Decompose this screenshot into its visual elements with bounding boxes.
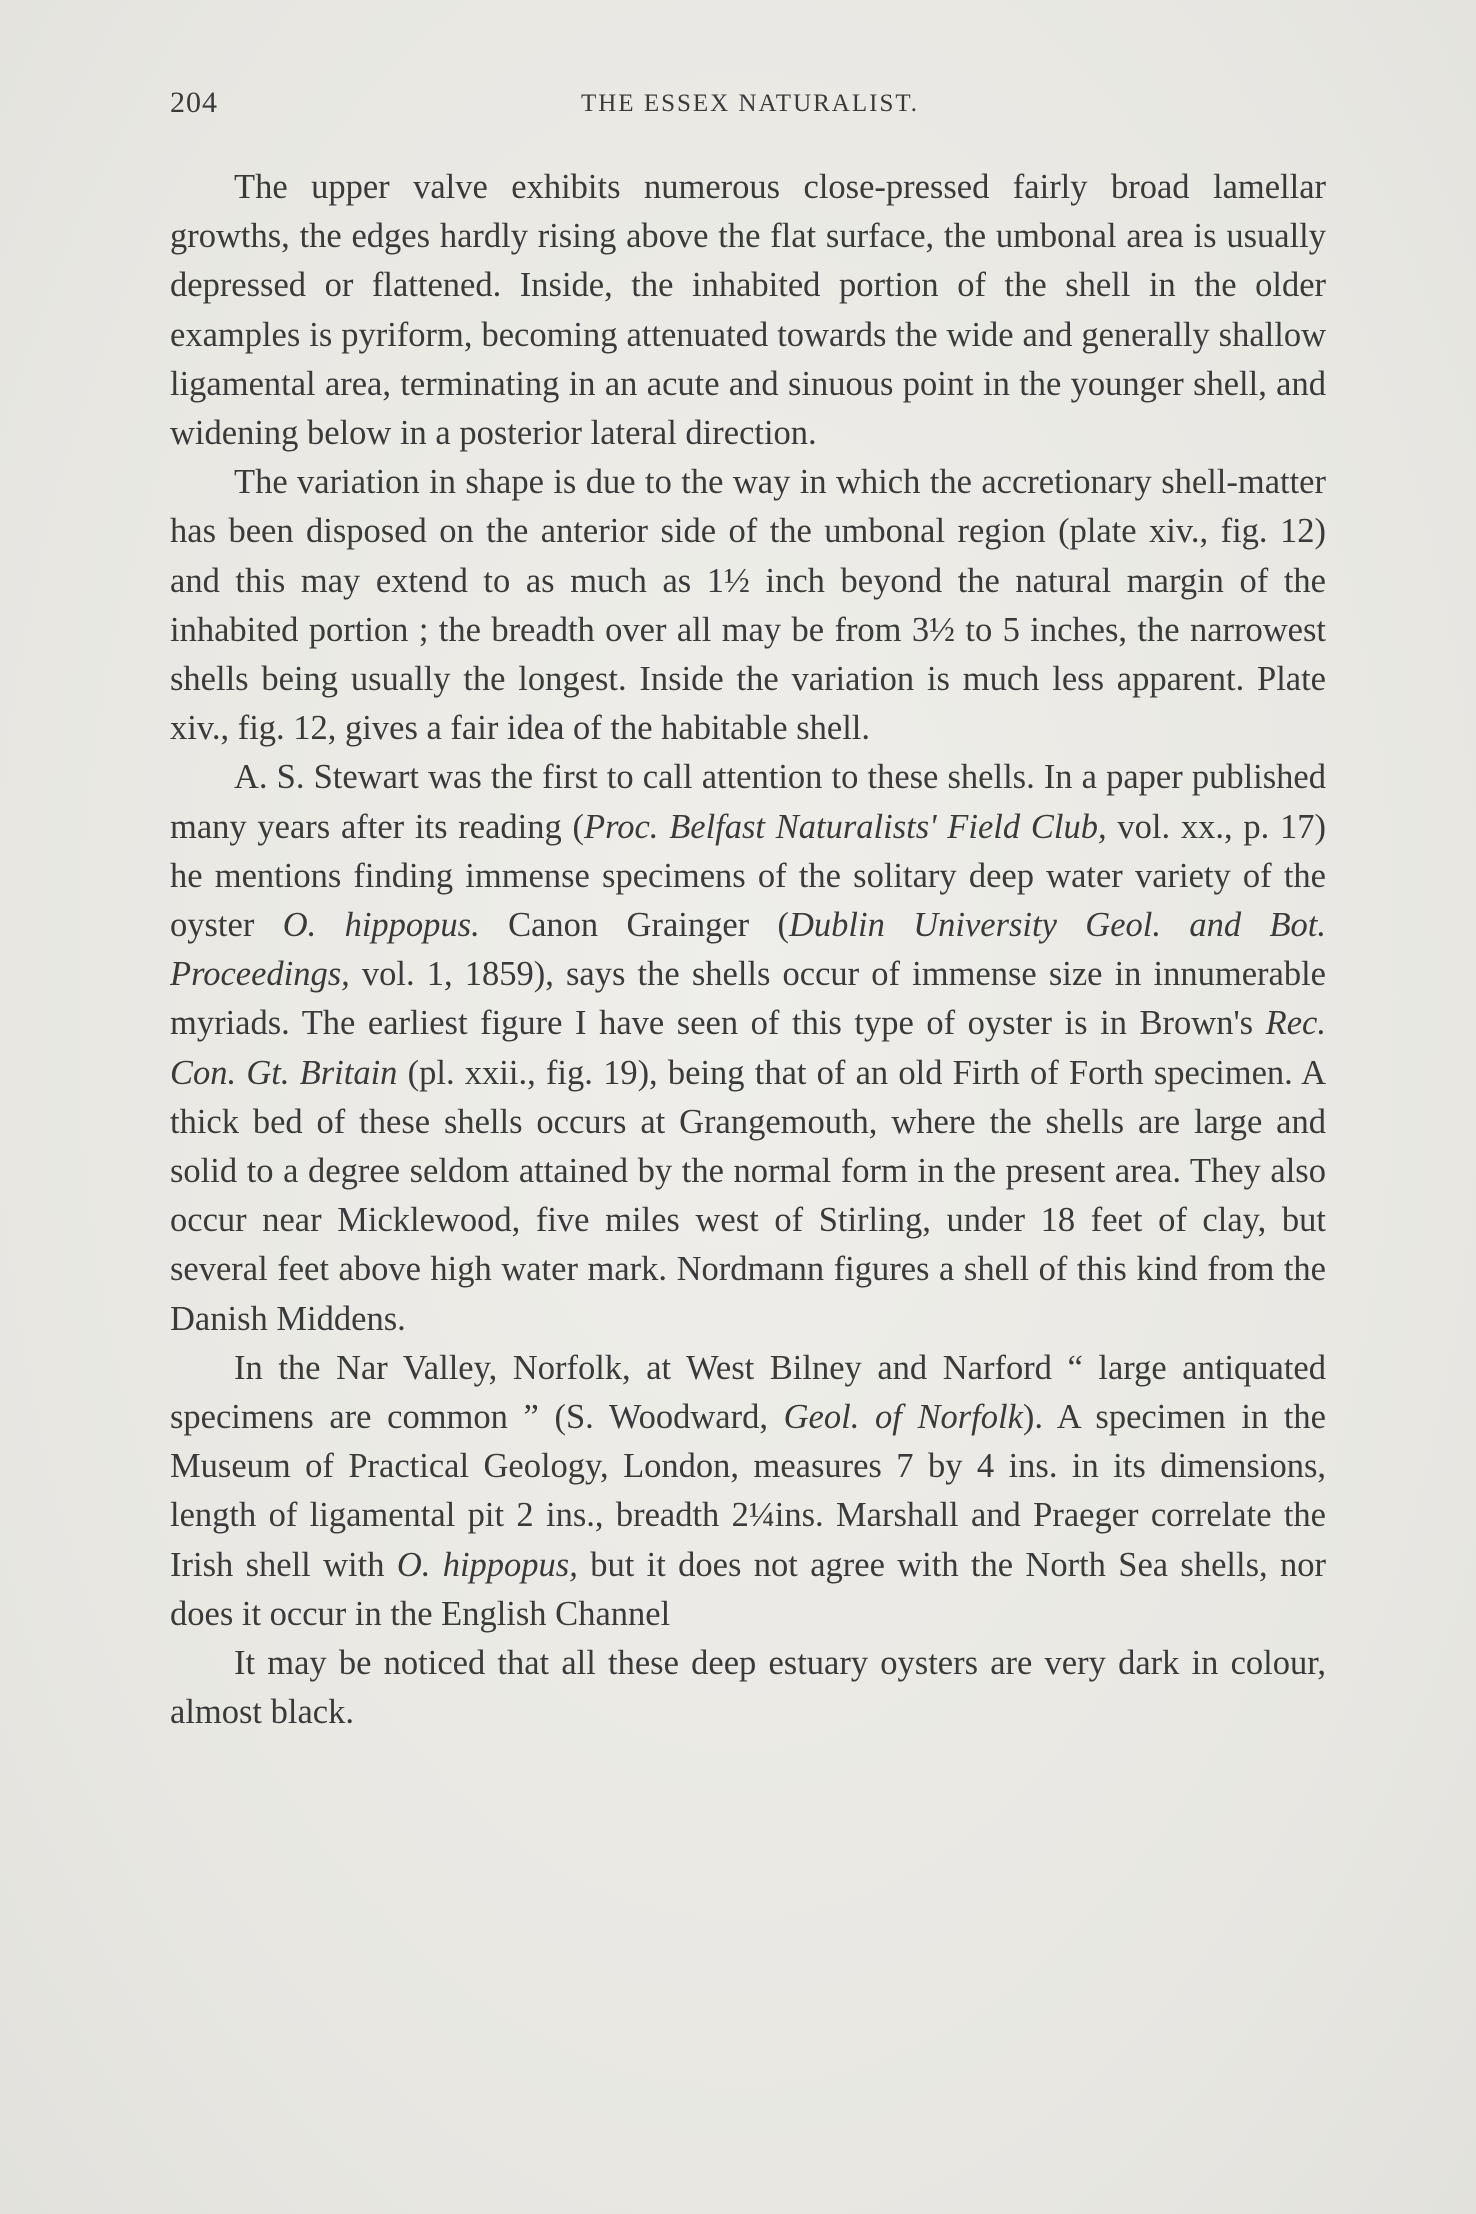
italic-citation: O. hippopus. <box>282 906 480 945</box>
text-run: In the Nar Valley, Norfolk, at West Bilney and Narford “ large antiquated specimens are common ” (S. Woodward, <box>170 1348 1326 1437</box>
text-run: The variation in shape is due to the way in which the accretionary shell-matter has been disposed on the anterior side of the umbonal region (plate xiv., fig. 12) and this may extend to as much as 1½ inch beyond the natural margin of the inhabited portion ; the breadth over all may be from 3½ to 5 inches, the narrowest shells being usually the longest. Inside the variation is much less apparent. Plate xiv., fig. 12, gives a fair idea of the habitable shell. <box>170 463 1326 748</box>
page-header <box>170 86 1330 126</box>
italic-citation: Dublin University Geol. and Bot. Proceedings, <box>170 906 1326 994</box>
text-run: but it does not agree with the North Sea shells, nor does it occur in the English Channel <box>170 1545 1326 1633</box>
text-run: A. S. Stewart was the first to call attention to these shells. In a paper published many years after its reading ( <box>170 758 1326 846</box>
italic-citation: Proc. Belfast Naturalists' Field Club, <box>584 807 1107 846</box>
text-run: (pl. xxii., fig. 19), being that of an old Firth of Forth specimen. A thick bed of these shells occurs at Grangemouth, where the shells are large and solid to a degree seldom attained by the normal form in the present area. They also occur near Micklewood, five miles west of Stirling, under 18 feet of clay, but several feet above high water mark. Nordmann figures a shell of this kind from the Danish Middens. <box>170 1053 1326 1338</box>
italic-citation: O. hippopus, <box>396 1545 578 1584</box>
text-run: ). A specimen in the Museum of Practical Geology, London, measures 7 by 4 ins. in its dimensions, length of ligamental pit 2 ins., breadth 2¼ins. Marshall and Praeger correlate the Irish shell with <box>170 1398 1326 1584</box>
body-text <box>170 163 1326 1738</box>
paragraph-nar-valley <box>170 1344 1326 1639</box>
paragraph-dark-colour <box>170 1639 1326 1737</box>
italic-citation: Rec. Con. Gt. Britain <box>170 1004 1326 1092</box>
italic-citation: Geol. of Norfolk <box>783 1398 1023 1437</box>
text-run: vol. xx., p. 17) he mentions finding immense specimens of the solitary deep water variety of the oyster <box>170 807 1327 945</box>
paragraph-variation <box>170 458 1326 753</box>
text-run: Canon Grainger ( <box>479 906 789 945</box>
text-run: vol. 1, 1859), says the shells occur of immense size in innumerable myriads. The earliest figure I have seen of this type of oyster is in Brown's <box>170 955 1326 1043</box>
page-number: 204 <box>170 86 218 119</box>
text-run: It may be noticed that all these deep estuary oysters are very dark in colour, almost black. <box>170 1644 1326 1732</box>
running-head: THE ESSEX NATURALIST. <box>580 90 920 117</box>
text-run: The upper valve exhibits numerous close-pressed fairly broad lamellar growths, the edges hardly rising above the flat surface, the umbonal area is usually depressed or flattened. Inside, the inhabited portion of the shell in the older examples is pyriform, becoming attenuated towards the wide and generally shallow ligamental area, terminating in an acute and sinuous point in the younger shell, and widening below in a posterior lateral direction. <box>170 168 1326 453</box>
paragraph-stewart <box>170 753 1326 1343</box>
paragraph-upper-valve <box>170 163 1326 458</box>
